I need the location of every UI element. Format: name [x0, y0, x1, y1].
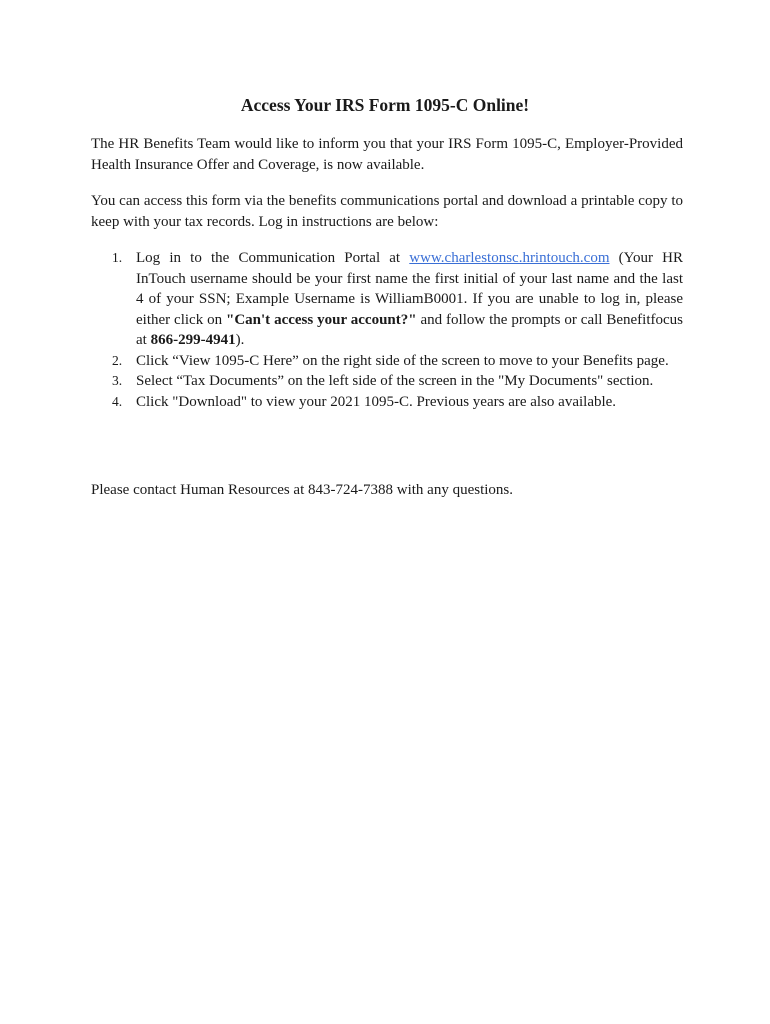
contact-paragraph: Please contact Human Resources at 843-724-7388 with any questions. [91, 482, 513, 498]
portal-link[interactable]: www.charlestonsc.hrintouch.com [409, 250, 610, 266]
step-text: Log in to the Communication Portal at [136, 250, 410, 266]
instruction-list [91, 248, 683, 412]
account-help-text: "Can't access your account?" [226, 311, 417, 328]
step-number: 3. [112, 373, 123, 388]
step-text: and follow the prompts or call Benefitfocus at [136, 311, 684, 348]
access-paragraph: You can access this form via the benefits communications portal and download a printable copy to keep with your tax records. Log in instructions are below: [91, 193, 683, 230]
step-text: Click “View 1095-C Here” on the right side of the screen to move to your Benefits page. [136, 352, 669, 369]
step-text: ). [235, 332, 245, 348]
intro-paragraph: The HR Benefits Team would like to inform you that your IRS Form 1095-C, Employer-Provided Health Insurance Offer and Coverage, is now available. [91, 136, 683, 173]
step-text: Click "Download" to view your 2021 1095-C. Previous years are also available. [136, 393, 617, 410]
benefitfocus-phone: 866-299-4941 [150, 332, 236, 348]
step-text: (Your HR InTouch username should be your first name the first initial of your last name and the last 4 of your SSN; Example Username is WilliamB0001. If you are unable to log in, please either click on [136, 250, 683, 328]
list-item [91, 248, 683, 351]
step-number: 1. [112, 250, 123, 265]
step-number: 2. [112, 352, 123, 368]
document-title: Access Your IRS Form 1095-C Online! [240, 95, 530, 115]
list-item [91, 392, 683, 413]
step-number: 4. [112, 393, 123, 409]
list-item [91, 371, 683, 392]
step-text: Select “Tax Documents” on the left side of the screen in the "My Documents" section. [136, 373, 654, 389]
list-item [91, 351, 683, 372]
